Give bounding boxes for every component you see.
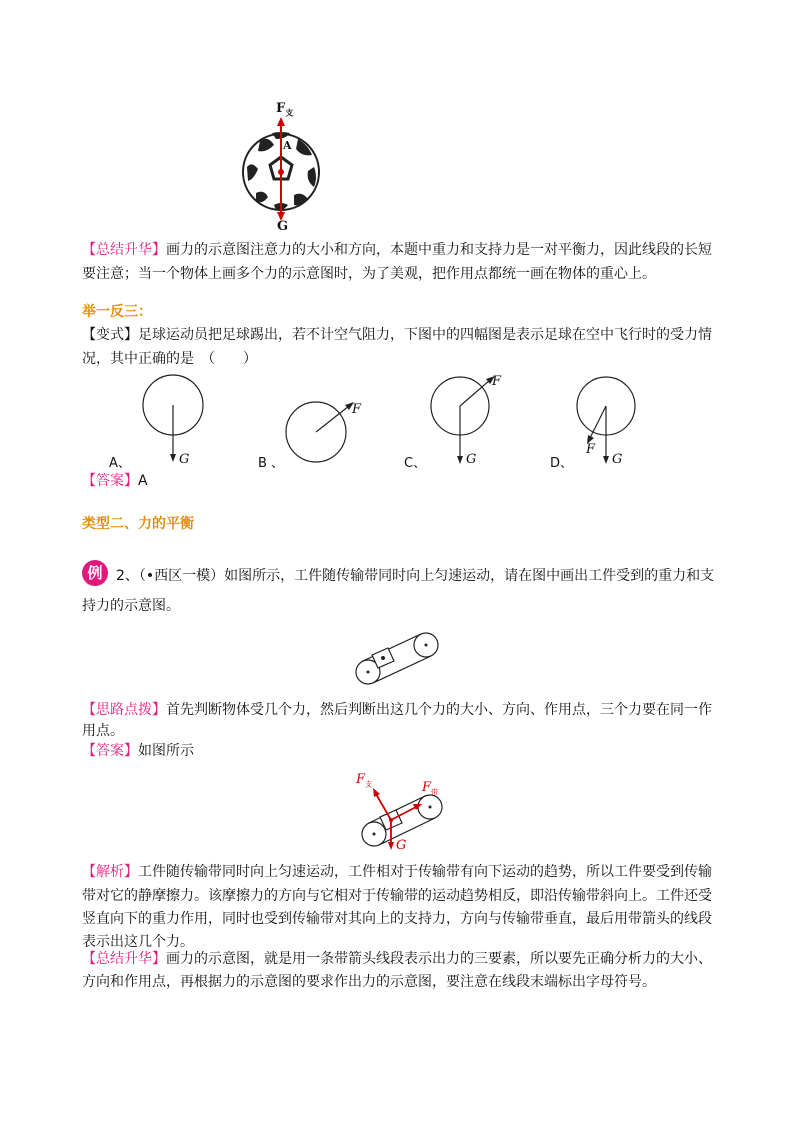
option-d-label: D、	[550, 456, 574, 471]
option-d-diagram	[548, 372, 668, 472]
example2-line2: 持力的示意图。	[82, 598, 180, 614]
soccer-ball-diagram	[236, 105, 326, 235]
option-c-diagram	[402, 370, 522, 472]
practice-answer	[82, 471, 722, 491]
hint-tag: 【思路点拨】	[82, 702, 166, 718]
option-d-g-label: G	[612, 452, 623, 467]
conveyor-question-svg	[350, 624, 450, 690]
analysis-tag: 【解析】	[82, 864, 138, 880]
point-a-label: A	[283, 139, 292, 152]
force-g-label: G	[277, 219, 289, 234]
variant-tag: 【变式】	[82, 327, 138, 343]
option-c-label: C、	[404, 456, 427, 471]
option-a-label: A、	[109, 456, 131, 471]
example-badge-text: 例	[87, 564, 103, 582]
summary1-line1	[82, 240, 722, 260]
example-badge	[82, 560, 108, 586]
analysis-line3: 竖直向下的重力作用，同时也受到传输带对其向上的支持力，方向与传输带垂直，最后用带箭头的线段	[82, 911, 712, 927]
answer2-tag: 【答案】	[82, 743, 138, 759]
option-b-diagram	[254, 390, 374, 472]
hint-text1: 首先判断物体受几个力，然后判断出这几个力的大小、方向、作用点，三个力要在同一作	[166, 702, 712, 718]
summary2-line1	[82, 949, 722, 969]
option-c-g-label: G	[466, 452, 477, 467]
practice-answer-text: A	[138, 473, 148, 489]
summary1-line2: 要注意；当一个物体上画多个力的示意图时，为了美观，把作用点都统一画在物体的重心上。	[82, 266, 656, 282]
force-f-subscript: 支	[285, 107, 294, 118]
answer-fdai-sub: 带	[431, 788, 439, 797]
answer-g-label: G	[396, 838, 407, 853]
practice-answer-tag: 【答案】	[82, 473, 138, 489]
analysis-text1: 工件随传输带同时向上匀速运动，工件相对于传输带有向下运动的趋势，所以工件要受到传输	[138, 864, 712, 880]
variant-line2: 况，其中正确的是 （ ）	[82, 351, 257, 367]
hint-line1	[82, 700, 722, 720]
summary2-text1: 画力的示意图，就是用一条带箭头线段表示出力的三要素，所以要先正确分析力的大小、	[166, 951, 712, 967]
force-f-label: F	[276, 101, 286, 116]
option-c-f-label: F	[492, 374, 502, 389]
option-b-f-label: F	[352, 402, 362, 417]
soccer-ball-figure	[236, 101, 326, 235]
answer-fdai-label: F	[422, 780, 432, 795]
answer2-text: 如图所示	[138, 743, 194, 759]
hint-line2: 用点。	[82, 723, 124, 739]
summary2-line2: 方向和作用点，再根据力的示意图的要求作出力的示意图，要注意在线段末端标出字母符号。	[82, 974, 656, 990]
option-a-g-label: G	[179, 452, 190, 467]
option-d-f-label: F	[586, 442, 596, 457]
summary2-tag: 【总结升华】	[82, 951, 166, 967]
analysis-line2: 带对它的静摩擦力。该摩擦力的方向与它相对于传输带的运动趋势相反，即沿传输带斜向上。工件还受	[82, 888, 712, 904]
answer2-line	[82, 741, 722, 761]
conveyor-figure-question	[350, 624, 450, 690]
summary1-tag: 【总结升华】	[82, 242, 166, 258]
conveyor-figure-answer	[350, 772, 460, 858]
analysis-line1	[82, 862, 722, 882]
type2-heading: 类型二、力的平衡	[82, 516, 194, 532]
summary1-text1: 画力的示意图注意力的大小和方向，本题中重力和支持力是一对平衡力，因此线段的长短	[166, 242, 712, 258]
analysis-line4: 表示出这几个力。	[82, 934, 194, 950]
example2-line1: 2、（•西区一模）如图所示，工件随传输带同时向上匀速运动，请在图中画出工件受到的重力和支	[116, 568, 715, 584]
variant-text1: 足球运动员把足球踢出，若不计空气阻力，下图中的四幅图是表示足球在空中飞行时的受力情	[138, 327, 712, 343]
answer-fzhi-sub: 支	[365, 780, 373, 789]
variant-line1	[82, 325, 722, 345]
answer-fzhi-label: F	[356, 772, 366, 787]
option-a-diagram	[105, 372, 215, 472]
option-b-label: B 、	[258, 456, 285, 471]
practice-heading: 举一反三：	[82, 304, 152, 320]
